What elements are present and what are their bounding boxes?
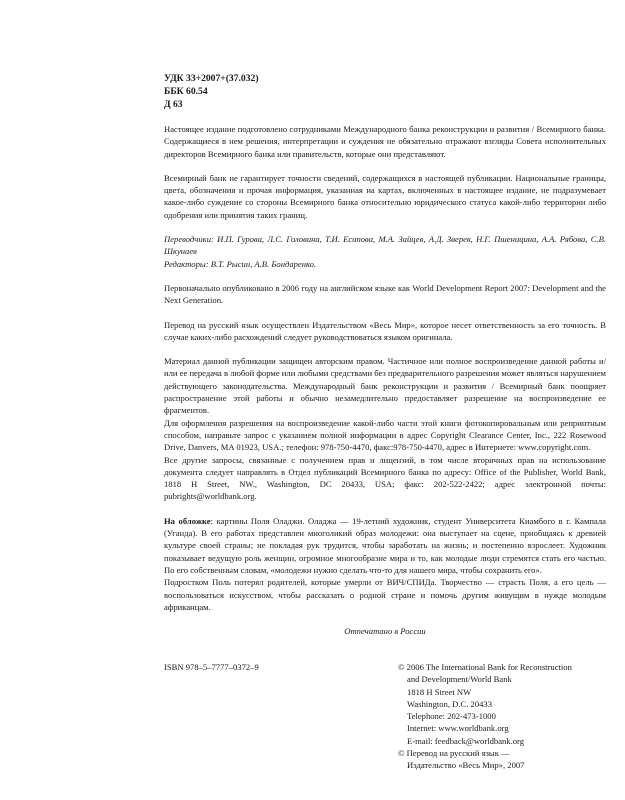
artist-paragraph: Подростком Поль потерял родителей, которые умерли от ВИЧ/СПИДа. Творчество — страсть Поля, а его цель — воспользоваться искусством, чтобы рассказать о родной стране и помочь другим живущим в нужде молодым африканцам. (164, 577, 606, 612)
cover-description (164, 515, 606, 576)
address-line: 1818 H Street NW (407, 686, 472, 697)
internet-line: Internet: www.worldbank.org (407, 723, 509, 734)
document-page (164, 72, 606, 637)
original-publication-paragraph: Первоначально опубликовано в 2006 году на английском языке как World Development Report 2007: Development and the Next Generation. (164, 282, 606, 306)
translators-credit: Переводчики: И.П. Гурова, Л.С. Головина, Т.И. Есипова, М.А. Зайцев, А.Д. Зверев, Н.Г. Пшеницина, А.А. Рябова, С.В. Шкунаев (164, 234, 606, 257)
isbn: ISBN 978–5–7777–0372–9 (164, 662, 259, 672)
copyright-block (398, 661, 572, 772)
email-line: E-mail: feedback@worldbank.org (407, 735, 525, 746)
udk-code: УДК 33+2007+(37.032) (164, 73, 259, 84)
bbk-code: ББК 60.54 (164, 86, 208, 97)
printed-in-russia: Отпечатано в России (344, 626, 426, 637)
translation-copyright-line: © Перевод на русский язык — (398, 748, 510, 759)
copyright-paragraph: Материал данной публикации защищен авторским правом. Частичное или полное воспроизведение данной работы и/или ее передача в любой форме или любыми средствами без предварительного разрешения может являться нарушением действующего законодательства. Международный банк реконструкции и развития / Всемирный банк поощряет распространение этой работы и обычно незамедлительно предоставляет разрешение на воспроизведение ее фрагментов. (164, 356, 606, 416)
publisher-line: Издательство «Весь Мир», 2007 (407, 760, 525, 771)
cover-label: На обложке (164, 515, 211, 526)
borders-paragraph: Всемирный банк не гарантирует точности сведений, содержащихся в настоящей публикации. Национальные границы, цвета, обозначения и прочая информация, указанная на картах, включенных в настоящее издание, не подразумевает какое-либо суждение со стороны Всемирного банка относительно юридического статуса какой-либо территории либо одобрения или принятия таких границ. (164, 172, 606, 220)
copyright-line: and Development/World Bank (407, 674, 512, 685)
city-line: Washington, D.C. 20433 (407, 698, 493, 709)
cover-text: : картины Поля Оладжи. Оладжа — 19-летний художник, студент Университета Киамбого в г. Кампала (Уганда). В его работах представлен многоликий образ молодежи: она выступает на сцене, приобщаясь к древней культуре своей страны; не покладая рук трудится, чтобы заработать на жизнь; и постепенно взрослеет. Художник показывает ведущую роль женщин, огромное многообразие мира и то, как молодые люди стремятся стать его частью. По его собственным словам, «молодежи нужно сделать что-то для нашего мира, чтобы сохранить его». (164, 515, 606, 575)
copyright-line: © 2006 The International Bank for Reconstruction (398, 662, 572, 672)
editors-credit: Редакторы: В.Т. Рысин, А.В. Бондаренко. (164, 258, 317, 269)
rights-paragraph: Все другие запросы, связанные с получением прав и лицензий, в том числе вторичных прав на использование документа следует направлять в Отдел публикаций Всемирного банка по адресу: Office of the Publisher, World Bank, 1818 H Street, NW., Washington, DC 20433, USA; факс: 202-522-2422; адрес электронной почты: pubrights@worldbank.org. (164, 454, 606, 502)
permissions-paragraph: Для оформления разрешения на воспроизведение какой-либо части этой книги фотокопировальным или репринтным способом, направьте запрос с указанием полной информации в адрес Copyright Clearance Center, Inc., 222 Rosewood Drive, Danvers, MA 01923, USA.; телефон: 978-750-4470, факс:978-750-4470, адрес в Интернете: www.copyright.com. (164, 417, 606, 453)
disclaimer-paragraph: Настоящее издание подготовлено сотрудниками Международного банка реконструкции и развития / Всемирного банка. Содержащиеся в нем решения, интерпретации и суждения не обязательно отражают взгляды Совета исполнительных директоров Всемирного банка или правительств, которые они представляют. (164, 124, 606, 159)
author-mark: Д 63 (164, 99, 183, 110)
classification-codes (164, 72, 606, 111)
translation-paragraph: Перевод на русский язык осуществлен Издательством «Весь Мир», которое несет ответственность за его точность. В случае каких-либо расхождений следует руководствоваться языком оригинала. (164, 319, 606, 342)
telephone-line: Telephone: 202-473-1000 (407, 711, 496, 722)
